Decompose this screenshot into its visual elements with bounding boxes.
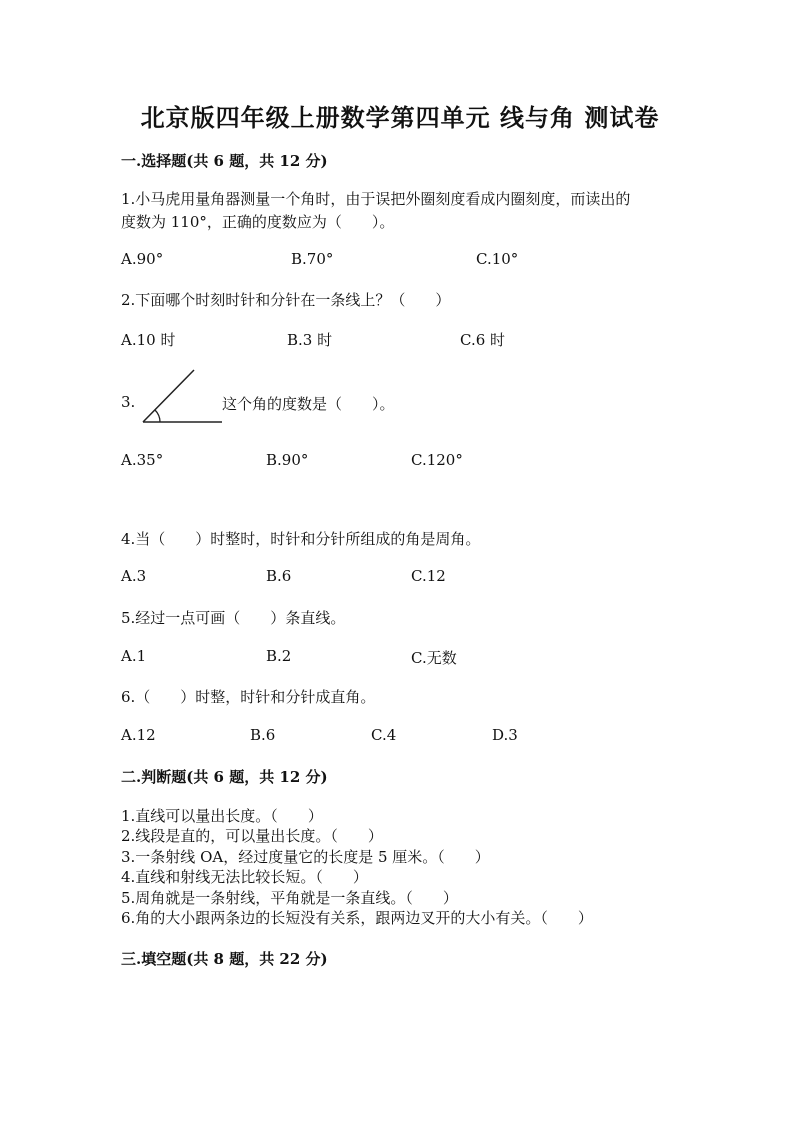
question-1-option-b: B.70°: [291, 250, 334, 268]
question-4-option-b: B.6: [266, 567, 292, 585]
question-5-option-b: B.2: [266, 647, 292, 665]
question-5-option-a: A.1: [121, 647, 147, 665]
question-2-option-a: A.10 时: [121, 331, 176, 349]
question-6-option-d: D.3: [492, 726, 518, 744]
question-1-option-a: A.90°: [121, 250, 164, 268]
true-false-item-2: 2.线段是直的，可以量出长度。（ ）: [121, 827, 383, 845]
question-4-option-a: A.3: [121, 567, 147, 585]
question-6-option-a: A.12: [121, 726, 156, 744]
true-false-item-1: 1.直线可以量出长度。（ ）: [121, 807, 323, 825]
question-3-option-a: A.35°: [121, 451, 164, 469]
question-2-option-c: C.6 时: [460, 331, 506, 349]
angle-figure: [140, 368, 226, 428]
question-1-option-c: C.10°: [476, 250, 519, 268]
section-heading-true-false: 二.判断题(共 6 题，共 12 分): [121, 768, 328, 786]
page-title: 北京版四年级上册数学第四单元 线与角 测试卷: [140, 103, 660, 132]
angle-slanted-ray: [143, 370, 194, 422]
question-1-line-1: 1.小马虎用量角器测量一个角时，由于误把外圈刻度看成内圈刻度，而读出的: [121, 190, 631, 208]
question-6-option-c: C.4: [371, 726, 397, 744]
true-false-item-3: 3.一条射线 OA，经过度量它的长度是 5 厘米。（ ）: [121, 848, 490, 866]
true-false-item-6: 6.角的大小跟两条边的长短没有关系，跟两边叉开的大小有关。（ ）: [121, 909, 593, 927]
section-heading-fill-blank: 三.填空题(共 8 题，共 22 分): [121, 950, 328, 968]
question-5-text: 5.经过一点可画（ ）条直线。: [121, 609, 346, 627]
question-2-option-b: B.3 时: [287, 331, 333, 349]
question-4-text: 4.当（ ）时整时，时针和分针所组成的角是周角。: [121, 530, 481, 548]
section-heading-choice: 一.选择题(共 6 题，共 12 分): [121, 152, 328, 170]
question-5-option-c: C.无数: [411, 649, 457, 667]
angle-arc: [155, 410, 160, 422]
question-6-text: 6.（ ）时整，时针和分针成直角。: [121, 688, 376, 706]
question-4-option-c: C.12: [411, 567, 446, 585]
question-6-option-b: B.6: [250, 726, 276, 744]
question-3-option-c: C.120°: [411, 451, 463, 469]
true-false-item-4: 4.直线和射线无法比较长短。（ ）: [121, 868, 368, 886]
question-3-number: 3.: [121, 393, 136, 411]
question-3-text: 这个角的度数是（ ）。: [222, 395, 395, 413]
question-3-option-b: B.90°: [266, 451, 309, 469]
question-1-line-2: 度数为 110°，正确的度数应为（ ）。: [121, 213, 395, 231]
true-false-item-5: 5.周角就是一条射线，平角就是一条直线。（ ）: [121, 889, 458, 907]
question-2-text: 2.下面哪个时刻时针和分针在一条线上？（ ）: [121, 291, 451, 309]
